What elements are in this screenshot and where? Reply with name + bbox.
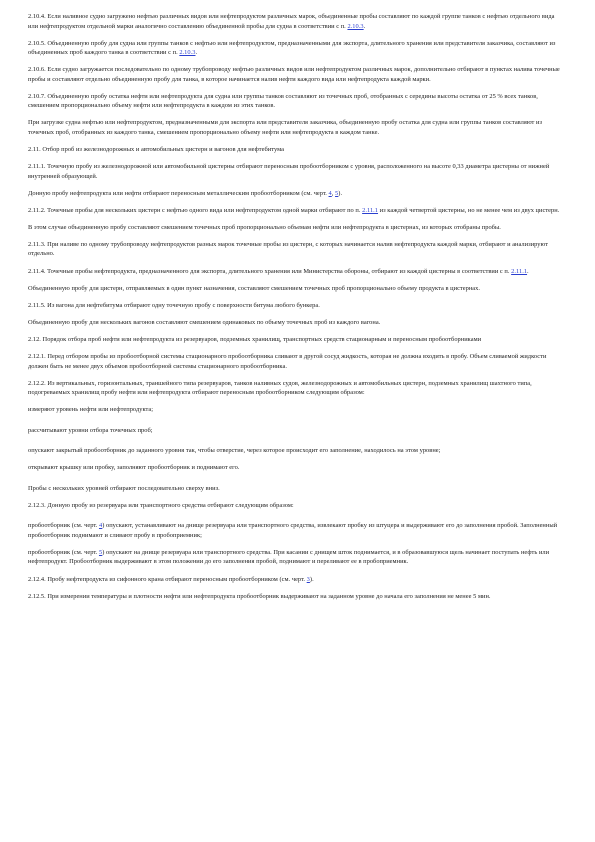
link-figure-3[interactable]: 3	[306, 575, 310, 583]
link-2-11-1[interactable]: 2.11.1	[511, 267, 528, 275]
paragraph-sampler-figure-5: пробоотборник (см. черт. 5) опускают на днище резервуара или транспортного средства. При касании с днищем шток поднимается, и в образовавшуюся щель начинает поступать нефть или нефтепродукт. Пробоотборник выдерживают в этом положении до его заполнения пробой, поднимают и переливают ее в пробоприемник.	[28, 548, 550, 566]
paragraph-text: 2.10.5. Объединенную пробу для судна или группы танков с нефтью или нефтепродуктом, предназначенными для экспорта, длительного хранения или представителя заказчика, составляют из объединенных проб каждого танка в соответствии с п.	[28, 39, 556, 57]
section-heading-2-11: 2.11. Отбор проб из железнодорожных и автомобильных цистерн и вагонов для нефтебитума	[28, 145, 284, 153]
step-calculate-levels: рассчитывают уровни отбора точечных проб;	[28, 426, 153, 434]
paragraph-sampler-figure-4: пробоотборник (см. черт. 4) опускают, устанавливают на днище резервуара или транспортного средства, извлекают пробку из штуцера и выдерживают его до заполнения пробой. Заполненный пробоотборник поднимают и сливают пробу в пробоприемник;	[28, 522, 558, 539]
paragraph-2-12-1: 2.12.1. Перед отбором пробы из пробоотборной системы стационарного пробоотборника сливают в другой сосуд жидкость, которая не должна входить в пробу. Объем сливаемой жидкости должен быть не менее двух объемов пробоотборной системы стационарного пробоотборника.	[28, 353, 547, 370]
paragraph-2-12-3: 2.12.3. Донную пробу из резервуара или транспортного средства отбирают следующим образом:	[28, 501, 294, 509]
document-page	[28, 12, 562, 609]
paragraph-text: 2.11.2. Точечные пробы для нескольких цистерн с нефтью одного вида или нефтепродуктом одной марки отбирают по п.	[28, 206, 363, 214]
paragraph-2-12-5: 2.12.5. При измерении температуры и плотности нефти или нефтепродукта пробоотборник выдерживают на заданном уровне до начала его заполнения не менее 5 мин.	[28, 592, 491, 600]
paragraph-2-10-7: 2.10.7. Объединенную пробу остатка нефти или нефтепродукта для судна или группы танков составляют из точечных проб, отобранных с середины высоты остатка от 25 % всех танков, смешением пропорционально объему нефти или нефтепродукта в каждом из этих танков.	[28, 92, 538, 110]
step-lower-sampler: опускают закрытый пробоотборник до заданного уровня так, чтобы отверстие, через которое происходит его заполнение, находилось на этом уровне;	[28, 447, 441, 455]
step-measure-level: измеряют уровень нефти или нефтепродукта;	[28, 406, 154, 414]
paragraph-text: Донную пробу нефтепродукта или нефти отбирают переносным металлическим пробоотборником (см. черт.	[28, 189, 329, 197]
paragraph-destination-sample: Объединенную пробу для цистерн, отправляемых в один пункт назначения, составляют смешением точечных проб пропорционально объему продукта в цистернах.	[28, 284, 481, 292]
link-2-11-1[interactable]: 2.11.1	[362, 206, 379, 214]
paragraph-text: 2.11.4. Точечные пробы нефтепродукта, предназначенного для экспорта, длительного хранения или Министерства обороны, отбирают из каждой цистерны в соответствии с п.	[28, 267, 512, 275]
paragraph-2-11-4: 2.11.4. Точечные пробы нефтепродукта, предназначенного для экспорта, длительного хранения или Министерства обороны, отбирают из каждой цистерны в соответствии с п. 2.11.1.	[28, 267, 529, 275]
paragraph-2-12-4: 2.12.4. Пробу нефтепродукта из сифонного крана отбирают переносным пробоотборником (см. черт. 3).	[28, 575, 314, 583]
paragraph-text: 2.12.4. Пробу нефтепродукта из сифонного крана отбирают переносным пробоотборником (см. черт.	[28, 575, 307, 583]
paragraph-2-11-3: 2.11.3. При наливе по одному трубопроводу нефтепродуктов разных марок точечные пробы из цистерн, с которых начинается налив нефтепродукта каждой марки, отбирают и анализируют отдельно.	[28, 240, 549, 258]
paragraph-2-10-6: 2.10.6. Если судно загружается последовательно по одному трубопроводу нефтью различных видов или нефтепродуктом различных марок, дополнительно отбирают в пунктах налива точечные пробы и составляют отдельно объединенную пробу для танка, в которое начинается налив нефти каждого вида или нефтепродукта каждой марки.	[28, 66, 560, 83]
step-open-lid: открывают крышку или пробку, заполняют пробоотборник и поднимают его.	[28, 464, 240, 472]
link-figure-4[interactable]: 4	[328, 189, 332, 197]
paragraph-bottom-sample: Донную пробу нефтепродукта или нефти отбирают переносным металлическим пробоотборником (см. черт. 4, 5).	[28, 189, 343, 197]
paragraph-text: пробоотборник (см. черт.	[28, 522, 99, 530]
paragraph-2-11-2: 2.11.2. Точечные пробы для нескольких цистерн с нефтью одного вида или нефтепродуктом одной марки отбирают по п. 2.11.1 из каждой четвертой цистерны, но не менее чем из двух цистерн.	[28, 206, 560, 214]
link-2-10-3[interactable]: 2.10.3	[347, 22, 364, 30]
paragraph-multiple-wagons: Объединенную пробу для нескольких вагонов составляют смешением одинаковых по объему точечных проб из каждого вагона.	[28, 318, 381, 326]
paragraph-combined-sample: В этом случае объединенную пробу составляют смешением точечных проб пропорционально объемам нефти или нефтепродукта в цистернах, из которых отобраны пробы.	[28, 223, 501, 231]
paragraph-2-11-1: 2.11.1. Точечную пробу из железнодорожной или автомобильной цистерны отбирают переносным пробоотборником с уровня, расположенного на высоте 0,33 диаметра цистерны от нижней внутренней образующей.	[28, 163, 550, 180]
link-figure-4[interactable]: 4	[98, 522, 103, 530]
paragraph-text: 2.10.4. Если наливное судно загружено нефтью различных видов или нефтепродуктом различных марок, объединенные пробы составляют по каждой группе танков с нефтью отдельного вида или нефтепродуктом отдельной марки аналогично составлению объединенной пробы для судна в соответствии с п.	[28, 13, 555, 30]
paragraph-2-11-5: 2.11.5. Из вагона для нефтебитума отбирают одну точечную пробу с поверхности битума любого бункера.	[28, 301, 320, 309]
paragraph-2-10-4: 2.10.4. Если наливное судно загружено нефтью различных видов или нефтепродуктом различных марок, объединенные пробы составляют по каждой группе танков с нефтью отдельного вида или нефтепродуктом отдельной марки аналогично составлению объединенной пробы для судна в соответствии с п. 2.10.3.	[28, 13, 555, 30]
section-heading-2-12: 2.12. Порядок отбора проб нефти или нефтепродукта из резервуаров, подземных хранилищ, транспортных средств стационарным и переносным пробоотборниками	[28, 335, 482, 343]
link-2-10-3[interactable]: 2.10.3	[179, 49, 196, 57]
paragraph-top-down-order: Пробы с нескольких уровней отбирают последовательно сверху вниз.	[28, 484, 220, 492]
link-figure-5[interactable]: 5	[98, 548, 103, 556]
paragraph-2-10-5: 2.10.5. Объединенную пробу для судна или группы танков с нефтью или нефтепродуктом, предназначенными для экспорта, длительного хранения или представителя заказчика, составляют из объединенных проб каждого танка в соответствии с п. 2.10.3.	[28, 39, 556, 57]
paragraph-export-residue: При загрузке судна нефтью или нефтепродуктом, предназначенными для экспорта или представителя заказчика, объединенную пробу остатка для судна или группы танков составляют из точечных проб, отобранных из каждого танка, смешением пропорционально объему нефти или нефтепродукта в каждом танке.	[28, 119, 543, 136]
paragraph-text: пробоотборник (см. черт.	[28, 548, 99, 556]
link-figure-5[interactable]: 5	[335, 189, 339, 197]
paragraph-2-12-2: 2.12.2. Из вертикальных, горизонтальных, траншейного типа резервуаров, танков наливных судов, железнодорожных и автомобильных цистерн, подземных хранилищ шахтного типа, подогреваемых хранилищ пробу нефти или нефтепродукта отбирают переносным пробоотборником следующим образом:	[28, 379, 532, 397]
